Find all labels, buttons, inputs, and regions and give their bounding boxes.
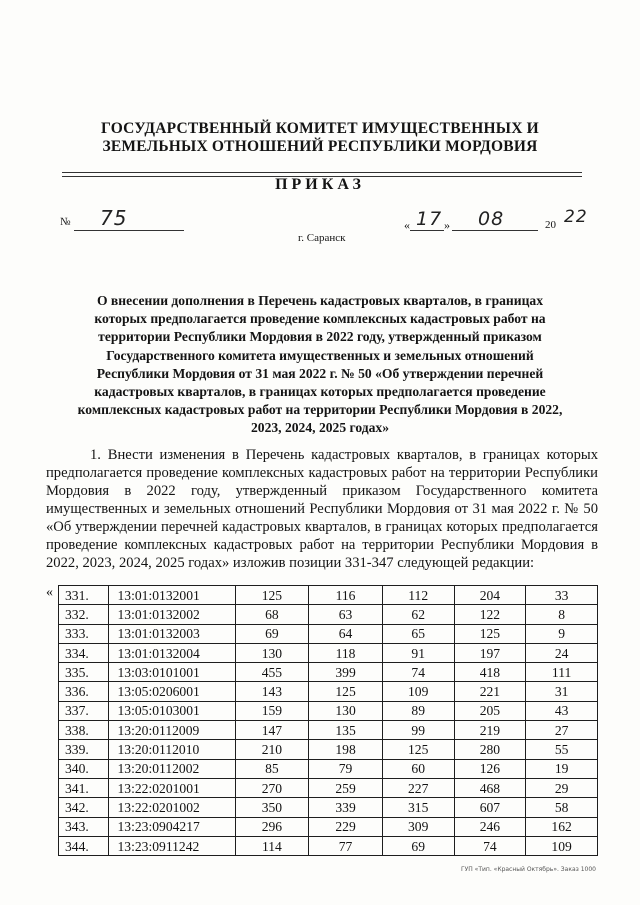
table-cell: 399: [309, 663, 383, 682]
table-cell: 65: [382, 624, 454, 643]
table-cell: 27: [526, 721, 598, 740]
table-cell: 9: [526, 624, 598, 643]
table-cell: 43: [526, 701, 598, 720]
table-cell: 33: [526, 586, 598, 605]
table-cell: 227: [382, 778, 454, 797]
table-cell: 197: [454, 643, 526, 662]
table-cell: 336.: [59, 682, 109, 701]
table-row: [59, 817, 598, 836]
table-cell: 159: [235, 701, 309, 720]
table-cell: 337.: [59, 701, 109, 720]
table-cell: 112: [382, 586, 454, 605]
table-cell: 13:23:0911242: [109, 836, 235, 855]
table-cell: 334.: [59, 643, 109, 662]
table-cell: 114: [235, 836, 309, 855]
table-cell: 341.: [59, 778, 109, 797]
table-row: [59, 682, 598, 701]
table-row: [59, 740, 598, 759]
date-day-handwritten: 17: [416, 208, 443, 230]
table-cell: 280: [454, 740, 526, 759]
table-cell: 333.: [59, 624, 109, 643]
date-open-quote: «: [404, 218, 410, 232]
table-cell: 74: [382, 663, 454, 682]
table-cell: 85: [235, 759, 309, 778]
table-cell: 58: [526, 798, 598, 817]
table-cell: 259: [309, 778, 383, 797]
table-cell: 116: [309, 586, 383, 605]
table-cell: 125: [454, 624, 526, 643]
table-cell: 229: [309, 817, 383, 836]
date-day-line: [410, 230, 444, 231]
table-cell: 125: [382, 740, 454, 759]
table-cell: 69: [235, 624, 309, 643]
table-cell: 125: [309, 682, 383, 701]
table-row: [59, 721, 598, 740]
subject-line: Республики Мордовия от 31 мая 2022 г. № 50 «Об утверждении перечней: [96, 365, 544, 381]
table-cell: 143: [235, 682, 309, 701]
subject-line: которых предполагается проведение комплексных кадастровых работ на: [94, 311, 546, 327]
table-cell: 221: [454, 682, 526, 701]
table-cell: 118: [309, 643, 383, 662]
org-line-2: ЗЕМЕЛЬНЫХ ОТНОШЕНИЙ РЕСПУБЛИКИ МОРДОВИЯ: [102, 138, 538, 155]
cadastral-quarters-table: [58, 585, 598, 856]
org-line-1: ГОСУДАРСТВЕННЫЙ КОМИТЕТ ИМУЩЕСТВЕННЫХ И: [101, 120, 539, 137]
table-cell: 29: [526, 778, 598, 797]
table-cell: 109: [526, 836, 598, 855]
table-cell: 468: [454, 778, 526, 797]
table-cell: 13:20:0112010: [109, 740, 235, 759]
table-cell: 344.: [59, 836, 109, 855]
table-cell: 89: [382, 701, 454, 720]
table-cell: 99: [382, 721, 454, 740]
table-row: [59, 624, 598, 643]
table-cell: 13:01:0132002: [109, 605, 235, 624]
order-number-label: №: [60, 216, 71, 228]
table-cell: 31: [526, 682, 598, 701]
subject-line: территории Республики Мордовия в 2022 году, утвержденный приказом: [98, 329, 542, 345]
table-row: [59, 701, 598, 720]
table-cell: 13:01:0132004: [109, 643, 235, 662]
header-divider-top: [62, 172, 582, 173]
table-cell: 19: [526, 759, 598, 778]
table-cell: 125: [235, 586, 309, 605]
table-cell: 219: [454, 721, 526, 740]
subject-line: кадастровых кварталов, в границах которых предполагается проведение: [94, 384, 546, 400]
date-month-line: [452, 230, 538, 231]
table-cell: 63: [309, 605, 383, 624]
table-cell: 13:22:0201001: [109, 778, 235, 797]
table-cell: 111: [526, 663, 598, 682]
subject-line: 2023, 2024, 2025 годах»: [250, 420, 390, 436]
table-cell: 331.: [59, 586, 109, 605]
order-number-handwritten: 75: [100, 206, 128, 230]
table-cell: 338.: [59, 721, 109, 740]
table-cell: 607: [454, 798, 526, 817]
table-cell: 335.: [59, 663, 109, 682]
table-cell: 79: [309, 759, 383, 778]
table-cell: 55: [526, 740, 598, 759]
table-cell: 13:22:0201002: [109, 798, 235, 817]
table-cell: 205: [454, 701, 526, 720]
table-cell: 77: [309, 836, 383, 855]
table-cell: 343.: [59, 817, 109, 836]
table-cell: 109: [382, 682, 454, 701]
table-cell: 13:01:0132003: [109, 624, 235, 643]
table-cell: 13:01:0132001: [109, 586, 235, 605]
subject-line: О внесении дополнения в Перечень кадастровых кварталов, в границах: [96, 293, 544, 308]
table-row: [59, 798, 598, 817]
table-cell: 147: [235, 721, 309, 740]
city: г. Саранск: [298, 232, 346, 244]
table-row: [59, 643, 598, 662]
table-cell: 8: [526, 605, 598, 624]
table-cell: 126: [454, 759, 526, 778]
date-month-handwritten: 08: [478, 208, 505, 230]
subject-line: комплексных кадастровых работ на территории Республики Мордовия в 2022,: [77, 402, 563, 418]
order-subject: [42, 292, 598, 438]
table-cell: 342.: [59, 798, 109, 817]
table-cell: 332.: [59, 605, 109, 624]
table-cell: 246: [454, 817, 526, 836]
table-cell: 340.: [59, 759, 109, 778]
table-cell: 418: [454, 663, 526, 682]
order-paragraph-1: 1. Внести изменения в Перечень кадастровых кварталов, в границах которых предполагается проведение комплексных кадастровых работ на территории Республики Мордовия в 2022 году, утвержденный приказом Государственного комитета имущественных и земельных отношений Республики Мордовия от 31 мая 2022 г. № 50 «Об утверждении перечней кадастровых кварталов, в границах которых предполагается проведение комплексных кадастровых работ на территории Республики Мордовия в 2022, 2023, 2024, 2025 годах» изложив позиции 331-347 следующей редакции:: [46, 447, 598, 571]
date-year-handwritten: 22: [564, 207, 588, 227]
table-cell: 60: [382, 759, 454, 778]
date-year-prefix: 20: [545, 219, 556, 231]
table-cell: 64: [309, 624, 383, 643]
table-cell: 24: [526, 643, 598, 662]
table-cell: 309: [382, 817, 454, 836]
table-cell: 339.: [59, 740, 109, 759]
table-cell: 130: [309, 701, 383, 720]
table-cell: 13:23:0904217: [109, 817, 235, 836]
order-number-line: [74, 230, 184, 231]
table-cell: 296: [235, 817, 309, 836]
subject-line: Государственного комитета имущественных и земельных отношений: [106, 347, 534, 363]
table-cell: 210: [235, 740, 309, 759]
table-open-quote: «: [46, 585, 53, 600]
print-mark: ГУП «Тип. «Красный Октябрь». Заказ 1000: [460, 866, 596, 873]
organization-name: [90, 120, 550, 156]
table-cell: 122: [454, 605, 526, 624]
table-cell: 130: [235, 643, 309, 662]
table-cell: 455: [235, 663, 309, 682]
table-cell: 350: [235, 798, 309, 817]
table-cell: 198: [309, 740, 383, 759]
table-cell: 135: [309, 721, 383, 740]
table-cell: 69: [382, 836, 454, 855]
table-row: [59, 663, 598, 682]
table-cell: 315: [382, 798, 454, 817]
document-type: ПРИКАЗ: [275, 176, 365, 193]
table-cell: 162: [526, 817, 598, 836]
table-cell: 68: [235, 605, 309, 624]
table-cell: 13:03:0101001: [109, 663, 235, 682]
table-cell: 13:20:0112009: [109, 721, 235, 740]
table-row: [59, 778, 598, 797]
table-cell: 13:20:0112002: [109, 759, 235, 778]
date-close-quote: »: [444, 218, 450, 232]
table-row: [59, 759, 598, 778]
table-row: [59, 586, 598, 605]
table-cell: 74: [454, 836, 526, 855]
table-cell: 62: [382, 605, 454, 624]
table-cell: 339: [309, 798, 383, 817]
table-row: [59, 836, 598, 855]
table-cell: 13:05:0206001: [109, 682, 235, 701]
table-row: [59, 605, 598, 624]
table-cell: 13:05:0103001: [109, 701, 235, 720]
table-cell: 204: [454, 586, 526, 605]
table-cell: 91: [382, 643, 454, 662]
table-cell: 270: [235, 778, 309, 797]
